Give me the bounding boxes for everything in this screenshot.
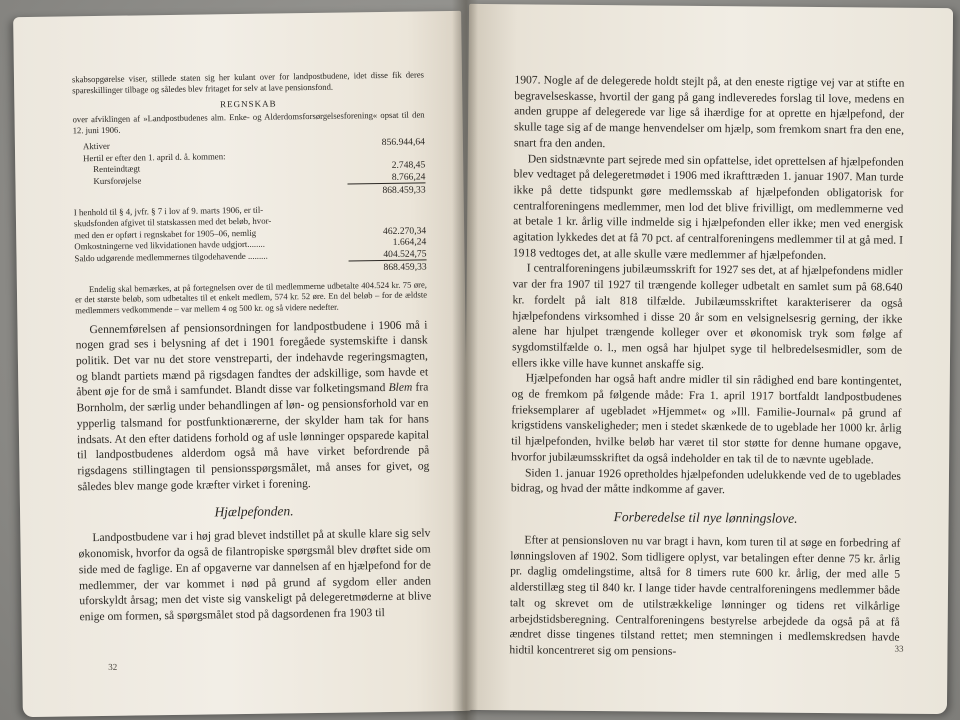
account-row: Aktiver 856.944,64	[82, 136, 425, 152]
paragraph: Landpostbudene var i høj grad blevet indstillet på at skulle klare sig selv økonomisk, hvorfor da også de filantropiske spørgsmål blev drøftet side om side med de faglige. En af opgaverne var dannelsen af en hjælpefond for de medlemmer, der var kommet i nød på grund af sygdom eller anden uforskyldt årsag; men det viste sig vanskeligt på delegeretmøderne at blive enige om formen, så spørgsmålet stod på dagsordenen fra 1903 til	[78, 526, 432, 624]
paragraph: 1907. Nogle af de delegerede holdt stejlt på, at den eneste rigtige vej var at stifte en begravelseskasse, hvortil der gang på gang indleveredes forslag til love, medens en anden gruppe af delegerede var lige så ihærdige for at oprette en hjælpefond, der skulle tage sig af de mange henvendelser om hjælp, som fremkom snart fra den ene, snart fra den anden.	[513, 73, 905, 150]
account-row: Renteindtægt 2.748,45	[93, 159, 426, 175]
section-heading: Hjælpefonden.	[214, 503, 294, 520]
account-row: Hertil er efter den 1. april d. å. kommen:	[83, 151, 226, 164]
page-number: 32	[108, 661, 118, 672]
book-gutter	[452, 0, 478, 720]
account-row: Omkostningerne ved likvidationen havde udgjort........ 1.664,24	[74, 236, 427, 252]
paragraph: Efter at pensionsloven nu var bragt i havn, kom turen til at søge en forbedring af lønningsloven af 1902. Som tidligere oplyst, var betalingen efter denne 75 kr. årlig pr. daglig omdelingstime, altså for 8 timers rute 600 kr. årlig, der med alle 5 alderstillæg steg til 840 kr. I lange tider havde centralforeningens medlemmer både talt og skrevet om de utilstrækkelige lønninger og tidens ret vilkårlige arbejdstidsberegning. Centralforeningens bestyrelse arbejdede da også på at få ændret disse tingenes tilstand rettet; men stemningen i medlemskredsen havde hidtil koncentreret sig om pensions-	[509, 533, 901, 658]
person-name: Blem	[388, 381, 413, 395]
page-number: 33	[894, 643, 904, 654]
account-row: med den er opført i regnskabet for 1905–06, nemlig 462.270,34	[74, 225, 427, 241]
account-intro: over afviklingen af »Landpostbudenes alm. Enke- og Alderdomsforsørgelsesforening« opsat til den 12. juni 1906.	[72, 109, 425, 136]
account-row: Kursforøjelse 8.766,24	[93, 171, 426, 186]
account-row: 868.459,33	[383, 261, 427, 274]
opening-lines: skabsopgørelse viser, stillede staten sig her kulant over for landpostbudene, idet disse fik deres spareskillinger tilbage og således blev fritaget for selv at lave pensionsfond.	[71, 69, 425, 95]
left-page	[13, 11, 471, 717]
paragraph: Hjælpefonden har også haft andre midler til sin rådighed end bare kontingentet, og de fremkom på følgende måde: Fra 1. april 1917 bortfaldt landpostbudenes frieksemplarer af ugebladet »Hjemmet« og »Ill. Familie-Journal« på grund af krigstidens vanskeligheder; men i stedet skænkede de to ugeblade her 1000 kr. årlig til hjælpefonden, hvilke beløb har været til stor støtte for denne humane opgave, hvorfor jubilæumsskriftet da også indeholder en tak til de to nævnte ugeblade.	[511, 371, 902, 467]
account-row: 868.459,33	[382, 184, 426, 197]
right-page	[463, 4, 953, 714]
paragraph: I centralforeningens jubilæumsskrift for 1927 ses det, at af hjælpefondens midler var der fra 1907 til 1927 til trængende kolleger udbetalt en samlet sum på 68.640 kr. fordelt på ialt 818 tilfælde. Jubilæumsskriftet karakteriserer da også hjælpefondens virksomhed i disse 20 år som en velsignelsesrig gerning, der ikke alene har hjulpet trængende kolleger over et økonomisk tryk som følge af sygdomstilfælde o. l., men også har hjulpet syge til helbredelsesmidler, som de ellers ikke ville have kunnet anskaffe sig.	[511, 261, 903, 371]
account-row: skudsfonden afgivet til statskassen med det beløb, hvor-	[73, 215, 272, 229]
account-title: REGNSKAB	[220, 98, 277, 110]
section-heading: Forberedelse til nye lønningslove.	[613, 509, 798, 526]
account-row: Saldo udgørende medlemmernes tilgodehavende ......... 404.524,75	[74, 248, 427, 264]
account-table	[73, 137, 427, 278]
paragraph: Den sidstnævnte part sejrede med sin opfattelse, idet oprettelsen af hjælpefonden blev vedtaget på delegeretmødet i 1906 med ikrafttræden 1. januar 1907. Man turde ikke på dette tidspunkt gøre medlemsskab af hjælpefonden obligatorisk for centralforeningens medlemmer, men lod det blive frivilligt, om medlemmerne ved at betale 1 kr. årlig ville indmelde sig i hjælpefonden eller ikke; men ved energisk agitation lykkedes det at få 70 pct. af centralforeningens medlemmer til at gå med. I 1918 vedtoges det, at alle skulle være medlemmer af hjælpefonden.	[512, 151, 904, 262]
right-page-text	[509, 72, 904, 661]
left-page-text	[72, 69, 432, 624]
account-note: Endelig skal bemærkes, at på fortegnelsen over de til medlemmerne udbetalte 404.524 kr. 75 øre, er det største beløb, som udbetaltes til et enkelt medlem, 574 kr. 52 øre. En del beløb – for de ældste medlemmers vedkommende – var mellem 4 og 500 kr. og så videre nedefter.	[75, 279, 428, 316]
paragraph: Gennemførelsen af pensionsordningen for landpostbudene i 1906 må i nogen grad ses i belysning af det i 1901 foregåede systemskifte i dansk politik. Det var nu det store venstreparti, der indehavde regeringsmagten, og blandt partiets mænd på rigsdagen fandtes der adskillige, som havde et åbent øje for de små i samfundet. Blandt disse var folketingsmand Blem fra Bornholm, der særlig under behandlingen af løn- og pensionsforhold var en ypperlig talsmand for postfunktionærerne, der skylder ham tak for hans indsats. At den efter datidens forhold og af usle lønninger opsparede kapital til landpostbudenes alderdom også må have virket befordrende på rigsdagens stillingtagen til pensionsspørgsmålet, må anses for givet, og således blev mange gode kræfter virket i forening.	[75, 318, 430, 493]
paragraph: Siden 1. januar 1926 opretholdes hjælpefonden udelukkende ved de to ugeblades bidrag, og hvad der måtte indkomme af gaver.	[510, 465, 902, 497]
account-row: I henhold til § 4, jvfr. § 7 i lov af 9. marts 1906, er til-	[73, 204, 264, 218]
